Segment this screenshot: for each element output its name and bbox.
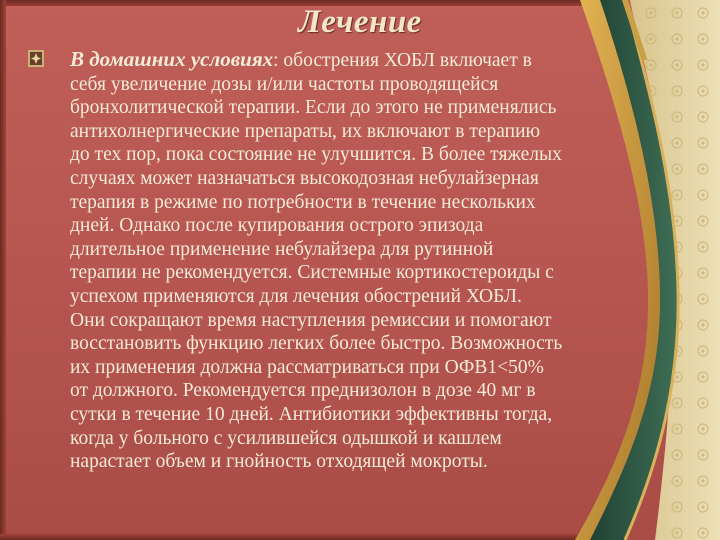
text-line: бронхолитической терапии. Если до этого не применялись <box>70 97 557 119</box>
text-line: терапия в режиме по потребности в течение нескольких <box>70 191 536 213</box>
text-line: Они сокращают время наступления ремиссии и помогают <box>70 309 552 331</box>
text-line: когда у больного с усилившейся одышкой и кашлем <box>70 427 502 449</box>
text-line: восстановить функцию легких более быстро. Возможность <box>70 333 563 355</box>
bullet-lead-continuation: : обострения ХОБЛ включает в <box>273 50 532 71</box>
bullet-paragraph <box>70 48 690 474</box>
slide-frame-left <box>0 0 6 540</box>
text-line: сутки в течение 10 дней. Антибиотики эффективны тогда, <box>70 403 553 425</box>
page-title: Лечение <box>298 4 422 40</box>
bullet-lead: В домашних условиях <box>70 47 274 71</box>
text-line: их применения должна рассматриваться при ОФВ1<50% <box>70 356 544 378</box>
text-line: себя увеличение дозы и/или частоты проводящейся <box>70 73 499 95</box>
text-line: случаях может назначаться высокодозная небулайзерная <box>70 167 539 189</box>
text-line: успехом применяются для лечения обострений ХОБЛ. <box>70 285 522 307</box>
text-line: до тех пор, пока состояние не улучшится. В более тяжелых <box>70 144 562 166</box>
slide-frame-bottom <box>0 534 600 540</box>
text-line: длительное применение небулайзера для рутинной <box>70 238 494 260</box>
text-line: нарастает объем и гнойность отходящей мокроты. <box>70 451 488 473</box>
text-line: антихолнергические препараты, их включают в терапию <box>70 120 541 142</box>
bullet-first-line <box>70 48 690 73</box>
text-line: дней. Однако после купирования острого эпизода <box>70 215 484 237</box>
bullet-ornament-icon <box>28 50 44 67</box>
text-line: от должного. Рекомендуется преднизолон в дозе 40 мг в <box>70 380 536 402</box>
text-line: терапии не рекомендуется. Системные кортикостероиды с <box>70 262 554 284</box>
